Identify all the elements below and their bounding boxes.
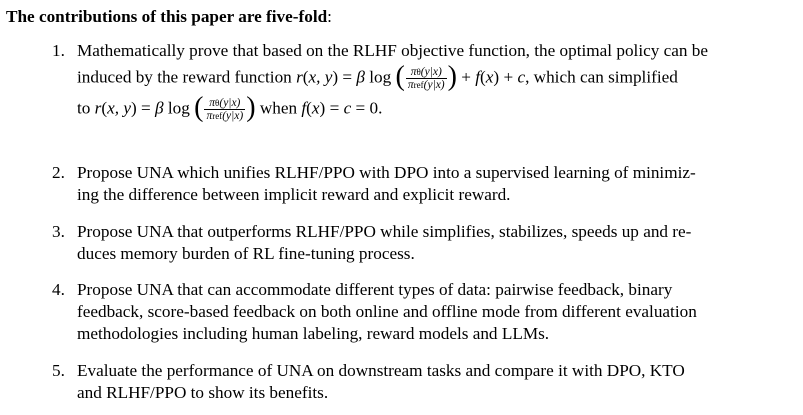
item-2-line-2: ing the difference between implicit reward and explicit reward. bbox=[77, 185, 511, 204]
item-1-line-1: Mathematically prove that based on the RLHF objective function, the optimal policy can be bbox=[77, 41, 708, 60]
item-1-line-2-before: induced by the reward function bbox=[77, 67, 297, 87]
item-3-line-2: duces memory burden of RL fine-tuning process. bbox=[77, 244, 415, 263]
reward-equation-simplified: r bbox=[94, 98, 102, 118]
item-text-5 bbox=[77, 360, 794, 404]
item-4-line-2: feedback, score-based feedback on both online and offline mode from different evaluation bbox=[77, 302, 697, 321]
item-number-2: 2. bbox=[52, 163, 65, 182]
item-3-line-1: Propose UNA that outperforms RLHF/PPO while simplifies, stabilizes, speeds up and re- bbox=[77, 222, 692, 241]
item-5-line-2: and RLHF/PPO to show its benefits. bbox=[77, 383, 329, 402]
item-2-line-1: Propose UNA which unifies RLHF/PPO with DPO into a supervised learning of minimiz- bbox=[77, 163, 696, 182]
item-1-line-3-before: to bbox=[77, 98, 95, 118]
item-4-line-1: Propose UNA that can accommodate different types of data: pairwise feedback, binary bbox=[77, 280, 673, 299]
item-text-2 bbox=[77, 162, 794, 206]
item-5-line-1: Evaluate the performance of UNA on downstream tasks and compare it with DPO, KTO bbox=[77, 361, 685, 380]
item-1-line-3-after: when bbox=[255, 98, 302, 118]
contributions-heading bbox=[6, 6, 332, 28]
item-number-1: 1. bbox=[52, 41, 65, 60]
heading-colon: : bbox=[327, 7, 332, 26]
item-1-line-2: induced by the reward function r(x, y) = β log ( $\frac{\pi\theta(y|x)}{\text{πref(y|x)}}$ ) + f(x) + c, which can simplified bbox=[77, 60, 678, 92]
item-text-1 bbox=[77, 40, 794, 122]
item-1-line-2-after: , which can simplified bbox=[525, 67, 678, 87]
item-number-3: 3. bbox=[52, 222, 65, 241]
item-number-4: 4. bbox=[52, 280, 65, 299]
item-1-line-3-tail: . bbox=[378, 98, 383, 118]
item-1-line-3: to r(x, y) = β log ( $\frac{\pi\theta(y|x)}{\text{πref(y|x)}}$ ) when f(x) = c = 0. bbox=[77, 91, 383, 123]
policy-ratio-fraction-2: $\frac{\pi\theta(y|x)}{\text{πref(y|x)}}$ bbox=[206, 97, 244, 122]
item-text-3 bbox=[77, 221, 794, 265]
item-text-4 bbox=[77, 279, 794, 345]
heading-bold-text: The contributions of this paper are five-fold bbox=[6, 7, 328, 26]
item-number-5: 5. bbox=[52, 361, 65, 380]
policy-ratio-fraction: $\frac{\pi\theta(y|x)}{\text{πref(y|x)}}$ bbox=[407, 66, 445, 91]
item-4-line-3: methodologies including human labeling, reward models and LLMs. bbox=[77, 324, 550, 343]
reward-equation-full: r bbox=[296, 67, 303, 87]
condition-equation: f bbox=[301, 98, 307, 118]
